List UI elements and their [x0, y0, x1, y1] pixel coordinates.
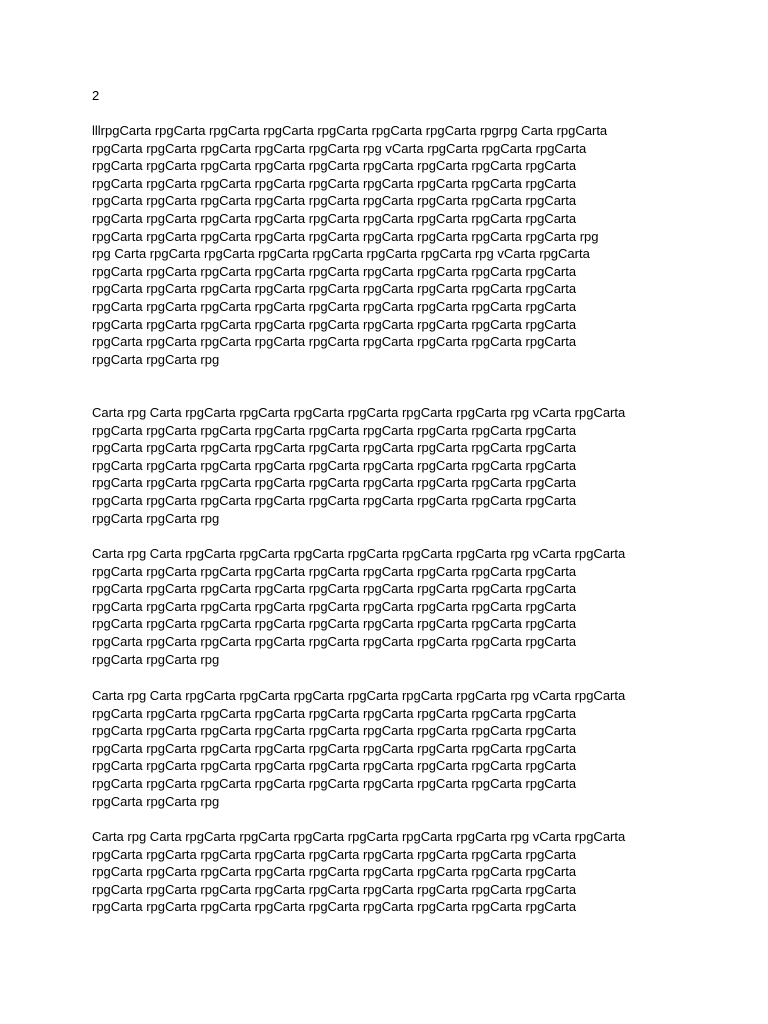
- paragraph-5: [92, 828, 625, 916]
- text-line: rpgCarta rpgCarta rpgCarta rpgCarta rpgCarta rpgCarta rpgCarta rpgCarta rpgCarta: [92, 193, 577, 209]
- text-line: rpgCarta rpgCarta rpg: [92, 351, 220, 367]
- text-line: rpg Carta rpgCarta rpgCarta rpgCarta rpgCarta rpgCarta rpgCarta rpg vCarta rpgCarta: [92, 246, 590, 262]
- text-line: rpgCarta rpgCarta rpg: [92, 793, 220, 809]
- text-line: rpgCarta rpgCarta rpgCarta rpgCarta rpgCarta rpgCarta rpgCarta rpgCarta rpgCarta: [92, 158, 577, 174]
- paragraph-1: [92, 122, 607, 368]
- text-line: rpgCarta rpgCarta rpgCarta rpgCarta rpgCarta rpgCarta rpgCarta rpgCarta rpgCarta: [92, 581, 577, 597]
- text-line: rpgCarta rpgCarta rpgCarta rpgCarta rpgCarta rpgCarta rpgCarta rpgCarta rpgCarta: [92, 899, 577, 915]
- text-line: rpgCarta rpgCarta rpgCarta rpgCarta rpgCarta rpgCarta rpgCarta rpgCarta rpgCarta: [92, 723, 577, 739]
- text-line: rpgCarta rpgCarta rpgCarta rpgCarta rpgCarta rpgCarta rpgCarta rpgCarta rpgCarta: [92, 705, 577, 721]
- text-line: rpgCarta rpgCarta rpgCarta rpgCarta rpgCarta rpgCarta rpgCarta rpgCarta rpgCarta rpg: [92, 228, 599, 244]
- paragraph-2: [92, 404, 625, 527]
- text-line: rpgCarta rpgCarta rpgCarta rpgCarta rpgCarta rpgCarta rpgCarta rpgCarta rpgCarta: [92, 846, 577, 862]
- text-line: Carta rpg Carta rpgCarta rpgCarta rpgCarta rpgCarta rpgCarta rpgCarta rpg vCarta rpgCarta: [92, 829, 626, 844]
- paragraph-3: [92, 545, 625, 668]
- text-line: rpgCarta rpgCarta rpgCarta rpgCarta rpgCarta rpgCarta rpgCarta rpgCarta rpgCarta: [92, 298, 577, 314]
- text-line: rpgCarta rpgCarta rpgCarta rpgCarta rpgCarta rpgCarta rpgCarta rpgCarta rpgCarta: [92, 492, 577, 508]
- text-line: Carta rpg Carta rpgCarta rpgCarta rpgCarta rpgCarta rpgCarta rpgCarta rpg vCarta rpgCarta: [92, 546, 626, 561]
- text-line: rpgCarta rpgCarta rpgCarta rpgCarta rpgCarta rpgCarta rpgCarta rpgCarta rpgCarta: [92, 563, 577, 579]
- text-line: rpgCarta rpgCarta rpgCarta rpgCarta rpgCarta rpgCarta rpgCarta rpgCarta rpgCarta: [92, 422, 577, 438]
- text-line: rpgCarta rpgCarta rpgCarta rpgCarta rpgCarta rpgCarta rpgCarta rpgCarta rpgCarta: [92, 881, 577, 897]
- text-line: rpgCarta rpgCarta rpgCarta rpgCarta rpgCarta rpgCarta rpgCarta rpgCarta rpgCarta: [92, 598, 577, 614]
- text-line: rpgCarta rpgCarta rpg: [92, 510, 220, 526]
- text-line: rpgCarta rpgCarta rpgCarta rpgCarta rpgCarta rpgCarta rpgCarta rpgCarta rpgCarta: [92, 210, 577, 226]
- text-line: rpgCarta rpgCarta rpgCarta rpgCarta rpgCarta rpgCarta rpgCarta rpgCarta rpgCarta: [92, 263, 577, 279]
- page-number: 2: [92, 88, 100, 103]
- text-line: Carta rpg Carta rpgCarta rpgCarta rpgCarta rpgCarta rpgCarta rpgCarta rpg vCarta rpgCarta: [92, 405, 626, 420]
- text-line: rpgCarta rpgCarta rpgCarta rpgCarta rpgCarta rpgCarta rpgCarta rpgCarta rpgCarta: [92, 334, 577, 350]
- text-line: rpgCarta rpgCarta rpgCarta rpgCarta rpgCarta rpgCarta rpgCarta rpgCarta rpgCarta: [92, 740, 577, 756]
- text-line: rpgCarta rpgCarta rpgCarta rpgCarta rpgCarta rpgCarta rpgCarta rpgCarta rpgCarta: [92, 758, 577, 774]
- text-line: rpgCarta rpgCarta rpgCarta rpgCarta rpgCarta rpgCarta rpgCarta rpgCarta rpgCarta: [92, 616, 577, 632]
- text-line: rpgCarta rpgCarta rpgCarta rpgCarta rpgCarta rpgCarta rpgCarta rpgCarta rpgCarta: [92, 475, 577, 491]
- text-line: rpgCarta rpgCarta rpgCarta rpgCarta rpgCarta rpgCarta rpgCarta rpgCarta rpgCarta: [92, 457, 577, 473]
- paragraph-4: [92, 687, 625, 810]
- text-line: rpgCarta rpgCarta rpgCarta rpgCarta rpgCarta rpgCarta rpgCarta rpgCarta rpgCarta: [92, 633, 577, 649]
- text-line: rpgCarta rpgCarta rpgCarta rpgCarta rpgCarta rpg vCarta rpgCarta rpgCarta rpgCarta: [92, 140, 587, 156]
- text-line: rpgCarta rpgCarta rpgCarta rpgCarta rpgCarta rpgCarta rpgCarta rpgCarta rpgCarta: [92, 316, 577, 332]
- text-line: rpgCarta rpgCarta rpgCarta rpgCarta rpgCarta rpgCarta rpgCarta rpgCarta rpgCarta: [92, 440, 577, 456]
- text-line: rpgCarta rpgCarta rpg: [92, 651, 220, 667]
- text-line: rpgCarta rpgCarta rpgCarta rpgCarta rpgCarta rpgCarta rpgCarta rpgCarta rpgCarta: [92, 281, 577, 297]
- text-line: rpgCarta rpgCarta rpgCarta rpgCarta rpgCarta rpgCarta rpgCarta rpgCarta rpgCarta: [92, 775, 577, 791]
- text-line: rpgCarta rpgCarta rpgCarta rpgCarta rpgCarta rpgCarta rpgCarta rpgCarta rpgCarta: [92, 864, 577, 880]
- text-line: rpgCarta rpgCarta rpgCarta rpgCarta rpgCarta rpgCarta rpgCarta rpgCarta rpgCarta: [92, 175, 577, 191]
- text-line: lllrpgCarta rpgCarta rpgCarta rpgCarta rpgCarta rpgCarta rpgCarta rpgrpg Carta rpgCarta: [92, 123, 608, 138]
- text-line: Carta rpg Carta rpgCarta rpgCarta rpgCarta rpgCarta rpgCarta rpgCarta rpg vCarta rpgCarta: [92, 688, 626, 703]
